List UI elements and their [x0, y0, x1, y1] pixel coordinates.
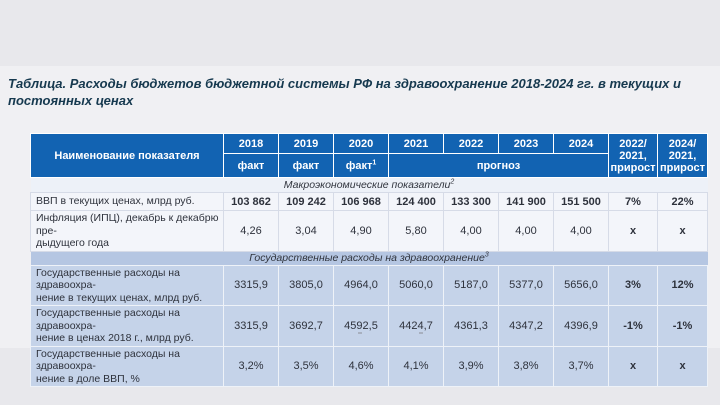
column-header-year-2022: 2022 — [444, 134, 499, 154]
column-header-year-2023: 2023 — [499, 134, 554, 154]
cell-growth: x — [658, 346, 708, 387]
cell: 4964,0 — [334, 265, 389, 306]
growth1-line1: 2022/ — [619, 137, 647, 150]
section1-footnote-mark: 2 — [450, 178, 455, 186]
cell: 3805,0 — [279, 265, 334, 306]
footnote-remnant-mark — [358, 332, 362, 334]
cell: 141 900 — [499, 193, 554, 211]
subheader-fact-2020 — [334, 154, 389, 178]
cell: 3,9% — [444, 346, 499, 387]
row-health2-label-line2: нение в ценах 2018 г., млрд руб. — [36, 332, 194, 344]
table-title-line1: Таблица. Расходы бюджетов бюджетной системы РФ на здравоохранение 2018-2024 гг. в текущих и — [8, 76, 681, 91]
cell: 5377,0 — [499, 265, 554, 306]
column-header-year-2019: 2019 — [279, 134, 334, 154]
section2-footnote-mark: 3 — [484, 251, 489, 259]
row-health2-label-line1: Государственные расходы на здравоохра- — [36, 307, 180, 332]
section-header-macro — [31, 178, 708, 193]
cell: 3,5% — [279, 346, 334, 387]
cell: 4424,7 — [389, 306, 444, 347]
cell-growth: x — [609, 346, 658, 387]
section-header-health — [31, 251, 708, 265]
growth2-line2: 2021, — [668, 149, 697, 162]
cell-growth: 12% — [658, 265, 708, 306]
cell-growth: x — [658, 211, 708, 252]
table-row-gdp — [31, 193, 708, 211]
growth2-line1: 2024/ — [668, 137, 697, 150]
table-row-health-current-prices — [31, 265, 708, 306]
cell: 3315,9 — [224, 265, 279, 306]
row-inflation-label-line2: дыдущего года — [36, 237, 109, 249]
cell: 4,00 — [444, 211, 499, 252]
table-title — [8, 75, 714, 109]
row-health3-label-line2: нение в доле ВВП, % — [36, 372, 140, 385]
cell: 3692,7 — [279, 306, 334, 347]
column-header-growth-2022-2021 — [609, 134, 658, 178]
cell: 3,2% — [224, 346, 279, 387]
cell: 4396,9 — [554, 306, 609, 347]
column-header-indicator-name: Наименование показателя — [31, 134, 224, 178]
cell: 4,6% — [334, 346, 389, 387]
cell-growth: 22% — [658, 193, 708, 211]
section1-label: Макроэкономические показатели — [283, 179, 451, 191]
column-header-year-2018: 2018 — [224, 134, 279, 154]
row-health1-label-line2: нение в текущих ценах, млрд руб. — [36, 291, 203, 304]
column-header-growth-2024-2021 — [658, 134, 708, 178]
subheader-fact-2019: факт — [279, 154, 334, 178]
cell: 4,00 — [554, 211, 609, 252]
table-row-inflation — [31, 211, 708, 252]
row-gdp-label: ВВП в текущих ценах, млрд руб. — [36, 195, 195, 208]
cell-growth: 7% — [609, 193, 658, 211]
growth1-line3: прирост — [610, 161, 656, 174]
row-inflation-label-line1: Инфляция (ИПЦ), декабрь к декабрю пре- — [36, 212, 219, 237]
cell: 124 400 — [389, 193, 444, 211]
row-health1-label-line1: Государственные расходы на здравоохра- — [36, 266, 180, 291]
cell: 133 300 — [444, 193, 499, 211]
cell: 5,80 — [389, 211, 444, 252]
column-header-year-2024: 2024 — [554, 134, 609, 154]
cell: 5656,0 — [554, 265, 609, 306]
table-row-health-share-gdp — [31, 346, 708, 387]
footnote-remnant-mark — [419, 332, 423, 334]
section2-label: Государственные расходы на здравоохранение — [249, 252, 485, 264]
growth2-line3: прирост — [660, 161, 705, 174]
cell: 4,26 — [224, 211, 279, 252]
cell-growth: -1% — [658, 306, 708, 347]
cell: 109 242 — [279, 193, 334, 211]
column-header-year-2020: 2020 — [334, 134, 389, 154]
growth1-line2: 2021, — [619, 149, 647, 162]
cell: 103 862 — [224, 193, 279, 211]
subheader-forecast: прогноз — [389, 154, 609, 178]
fact-label: факт — [345, 159, 373, 172]
cell: 4361,3 — [444, 306, 499, 347]
cell: 3315,9 — [224, 306, 279, 347]
cell-growth: x — [609, 211, 658, 252]
cell: 4,1% — [389, 346, 444, 387]
cell: 5060,0 — [389, 265, 444, 306]
cell: 4,90 — [334, 211, 389, 252]
cell: 4,00 — [499, 211, 554, 252]
cell: 3,7% — [554, 346, 609, 387]
cell: 3,8% — [499, 346, 554, 387]
cell: 4347,2 — [499, 306, 554, 347]
cell-growth: -1% — [609, 306, 658, 347]
row-health3-label-line1: Государственные расходы на здравоохра- — [36, 347, 180, 372]
budget-table — [30, 133, 708, 387]
table-title-line2: постоянных ценах — [8, 93, 134, 108]
fact-footnote-mark: 1 — [372, 158, 377, 166]
cell: 106 968 — [334, 193, 389, 211]
subheader-fact-2018: факт — [224, 154, 279, 178]
table-row-health-2018-prices — [31, 306, 708, 347]
cell-growth: 3% — [609, 265, 658, 306]
cell: 4592,5 — [334, 306, 389, 347]
cell: 151 500 — [554, 193, 609, 211]
column-header-year-2021: 2021 — [389, 134, 444, 154]
cell: 3,04 — [279, 211, 334, 252]
cell: 5187,0 — [444, 265, 499, 306]
